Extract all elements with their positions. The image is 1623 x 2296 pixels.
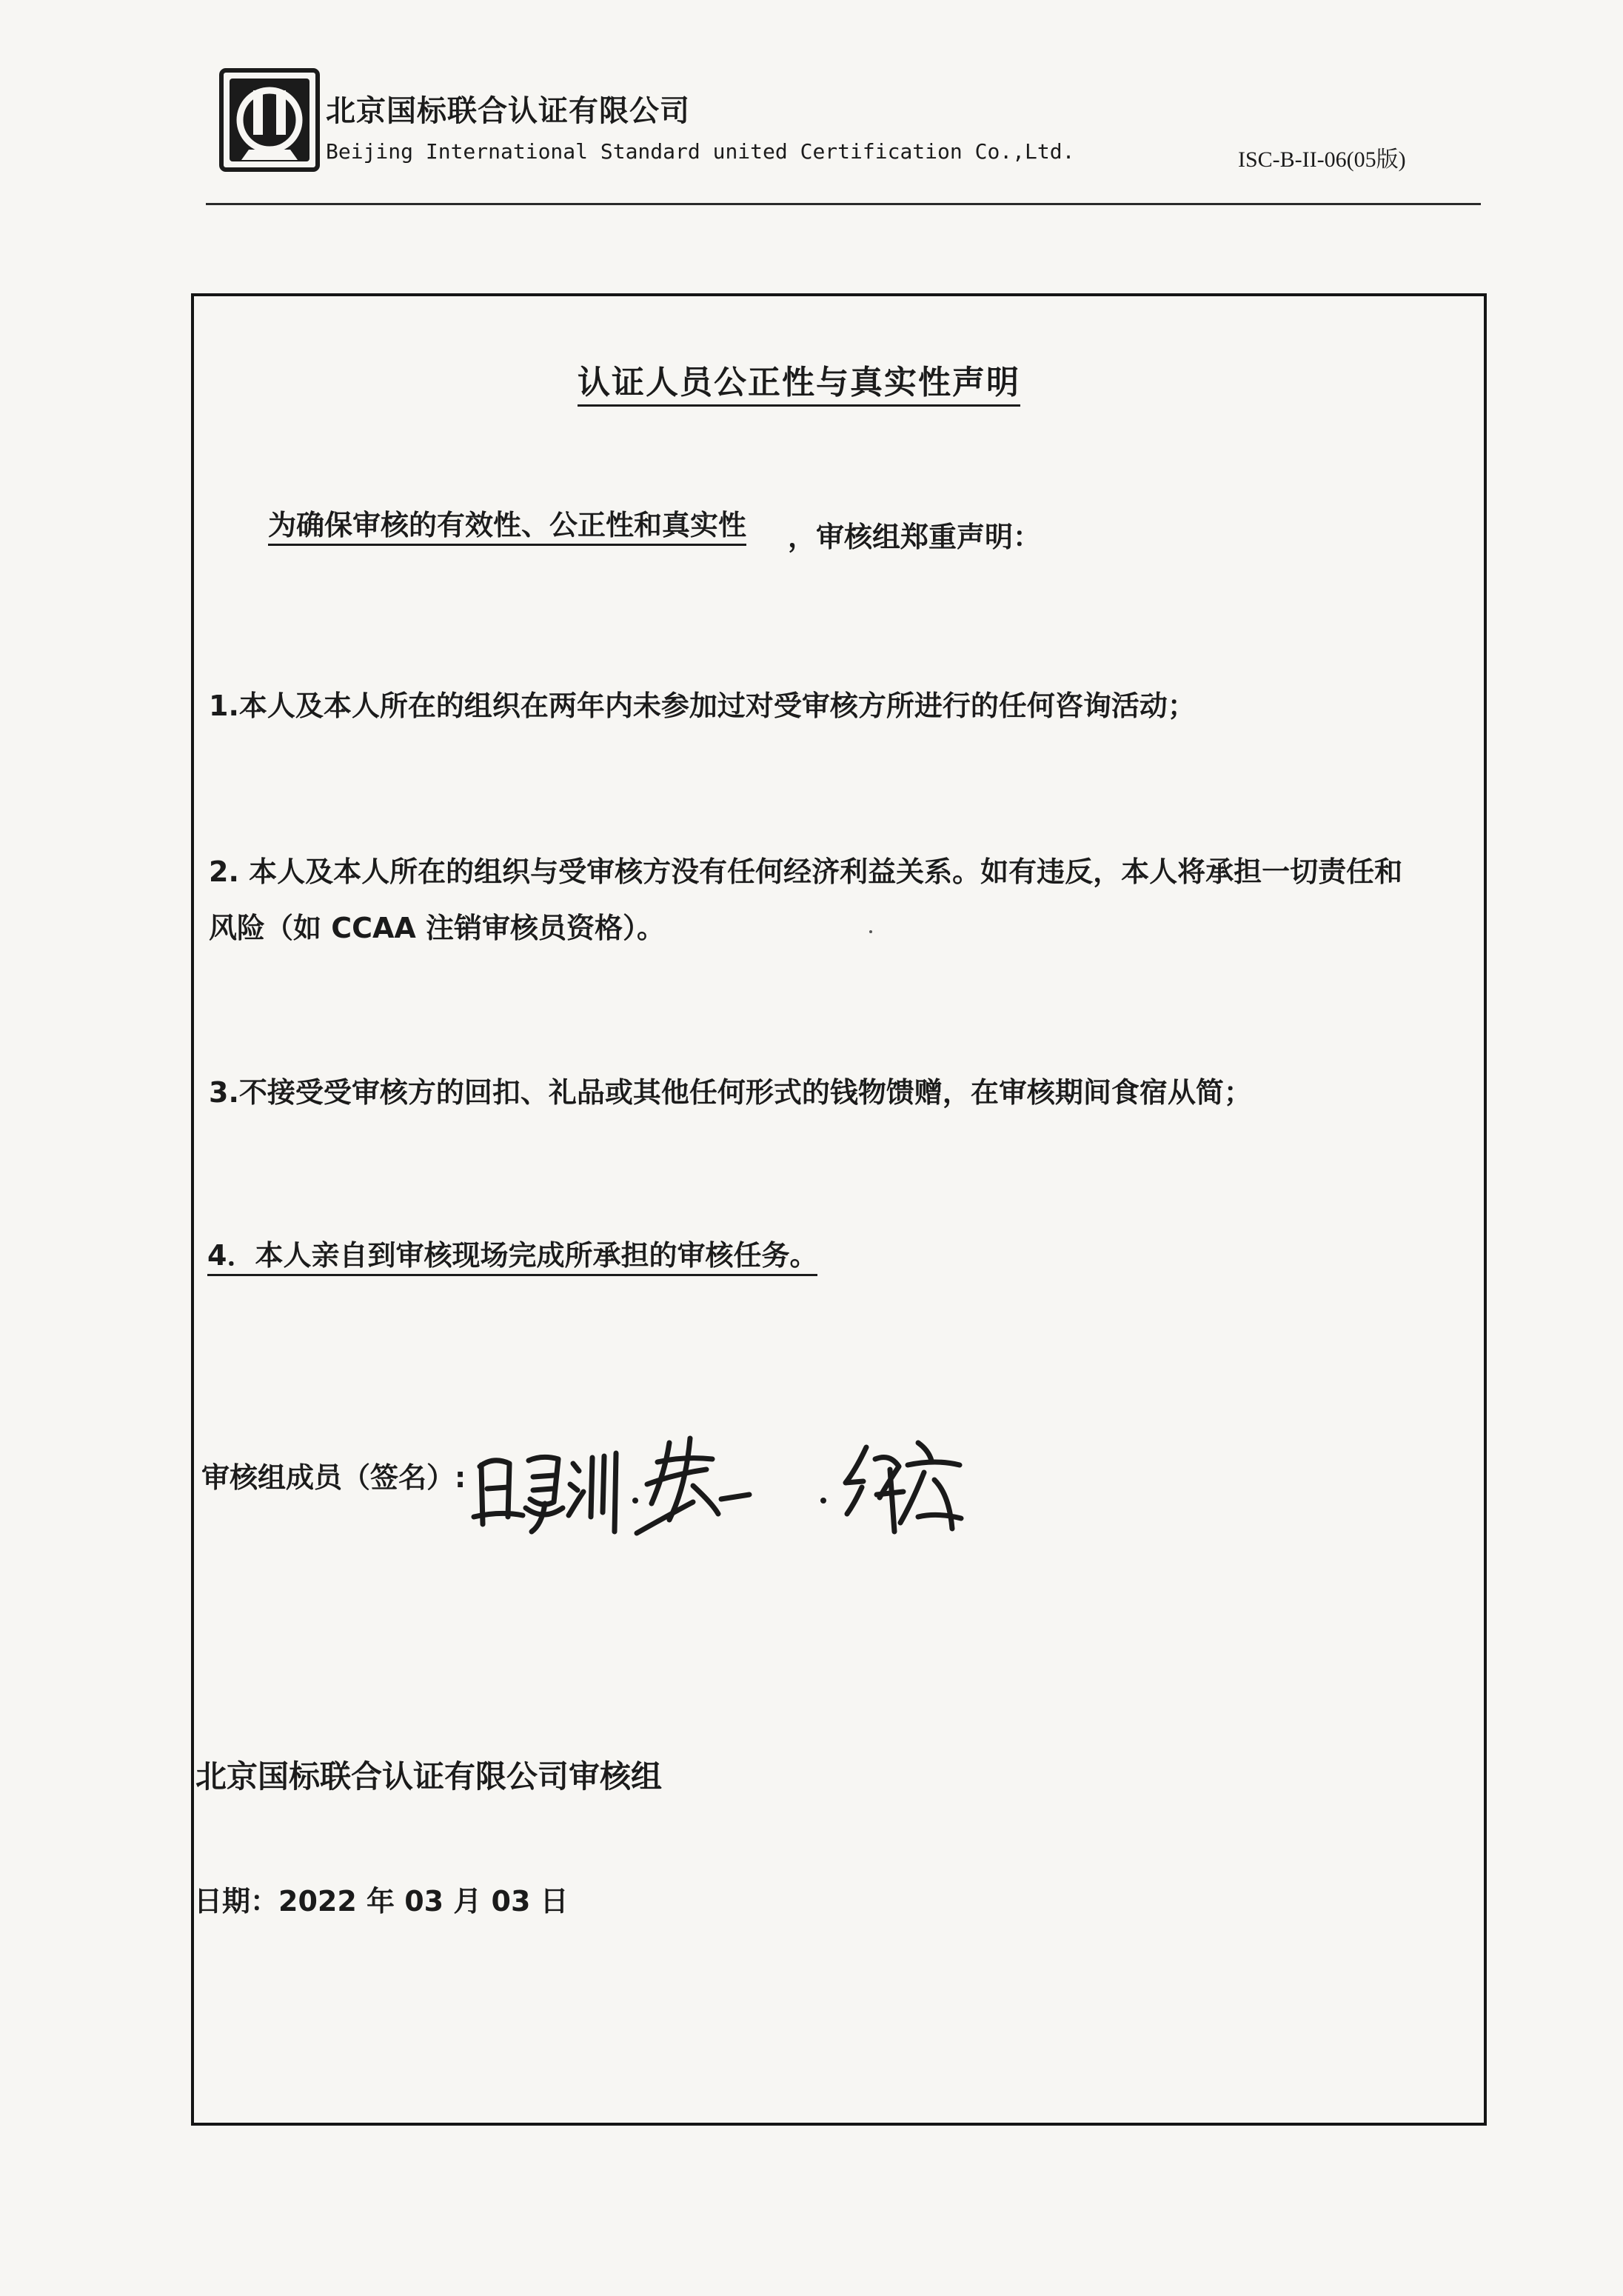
scan-speck <box>869 930 872 933</box>
date-label: 日期： <box>194 1885 279 1918</box>
audit-team-name: 北京国标联合认证有限公司审核组 <box>195 1758 663 1795</box>
signature-2 <box>637 1438 749 1533</box>
intro-text: ，审核组郑重声明： <box>788 521 1042 553</box>
date-value: 2022 年 03 月 03 日 <box>278 1885 569 1918</box>
handwritten-signatures <box>471 1421 974 1539</box>
declaration-item-4: 4．本人亲自到审核现场完成所承担的审核任务。 <box>207 1241 817 1276</box>
declaration-form-border <box>191 293 1487 2126</box>
signature-1 <box>474 1453 616 1532</box>
declaration-item-3: 3.不接受受审核方的回扣、礼品或其他任何形式的钱物馈赠，在审核期间食宿从简； <box>209 1076 1252 1109</box>
company-name-english: Beijing International Standard united Certification Co.,Ltd. <box>326 139 1075 164</box>
header-divider <box>206 203 1481 205</box>
declaration-item-2-continued: 风险（如 CCAA 注销审核员资格）。 <box>209 912 666 944</box>
form-title: 认证人员公正性与真实性声明 <box>578 356 1020 407</box>
company-name-chinese: 北京国标联合认证有限公司 <box>326 94 690 128</box>
declaration-item-2: 2. 本人及本人所在的组织与受审核方没有任何经济利益关系。如有违反，本人将承担一切责任和 <box>209 855 1403 888</box>
company-logo <box>219 68 320 172</box>
intro-underlined-text: 为确保审核的有效性、公正性和真实性 <box>268 511 746 546</box>
declaration-item-1: 1.本人及本人所在的组织在两年内未参加过对受审核方所进行的任何咨询活动； <box>209 690 1196 722</box>
signature-label: 审核组成员（签名）: <box>201 1461 466 1494</box>
signature-3 <box>846 1443 961 1532</box>
document-code: ISC-B-II-06(05版) <box>1238 147 1406 172</box>
